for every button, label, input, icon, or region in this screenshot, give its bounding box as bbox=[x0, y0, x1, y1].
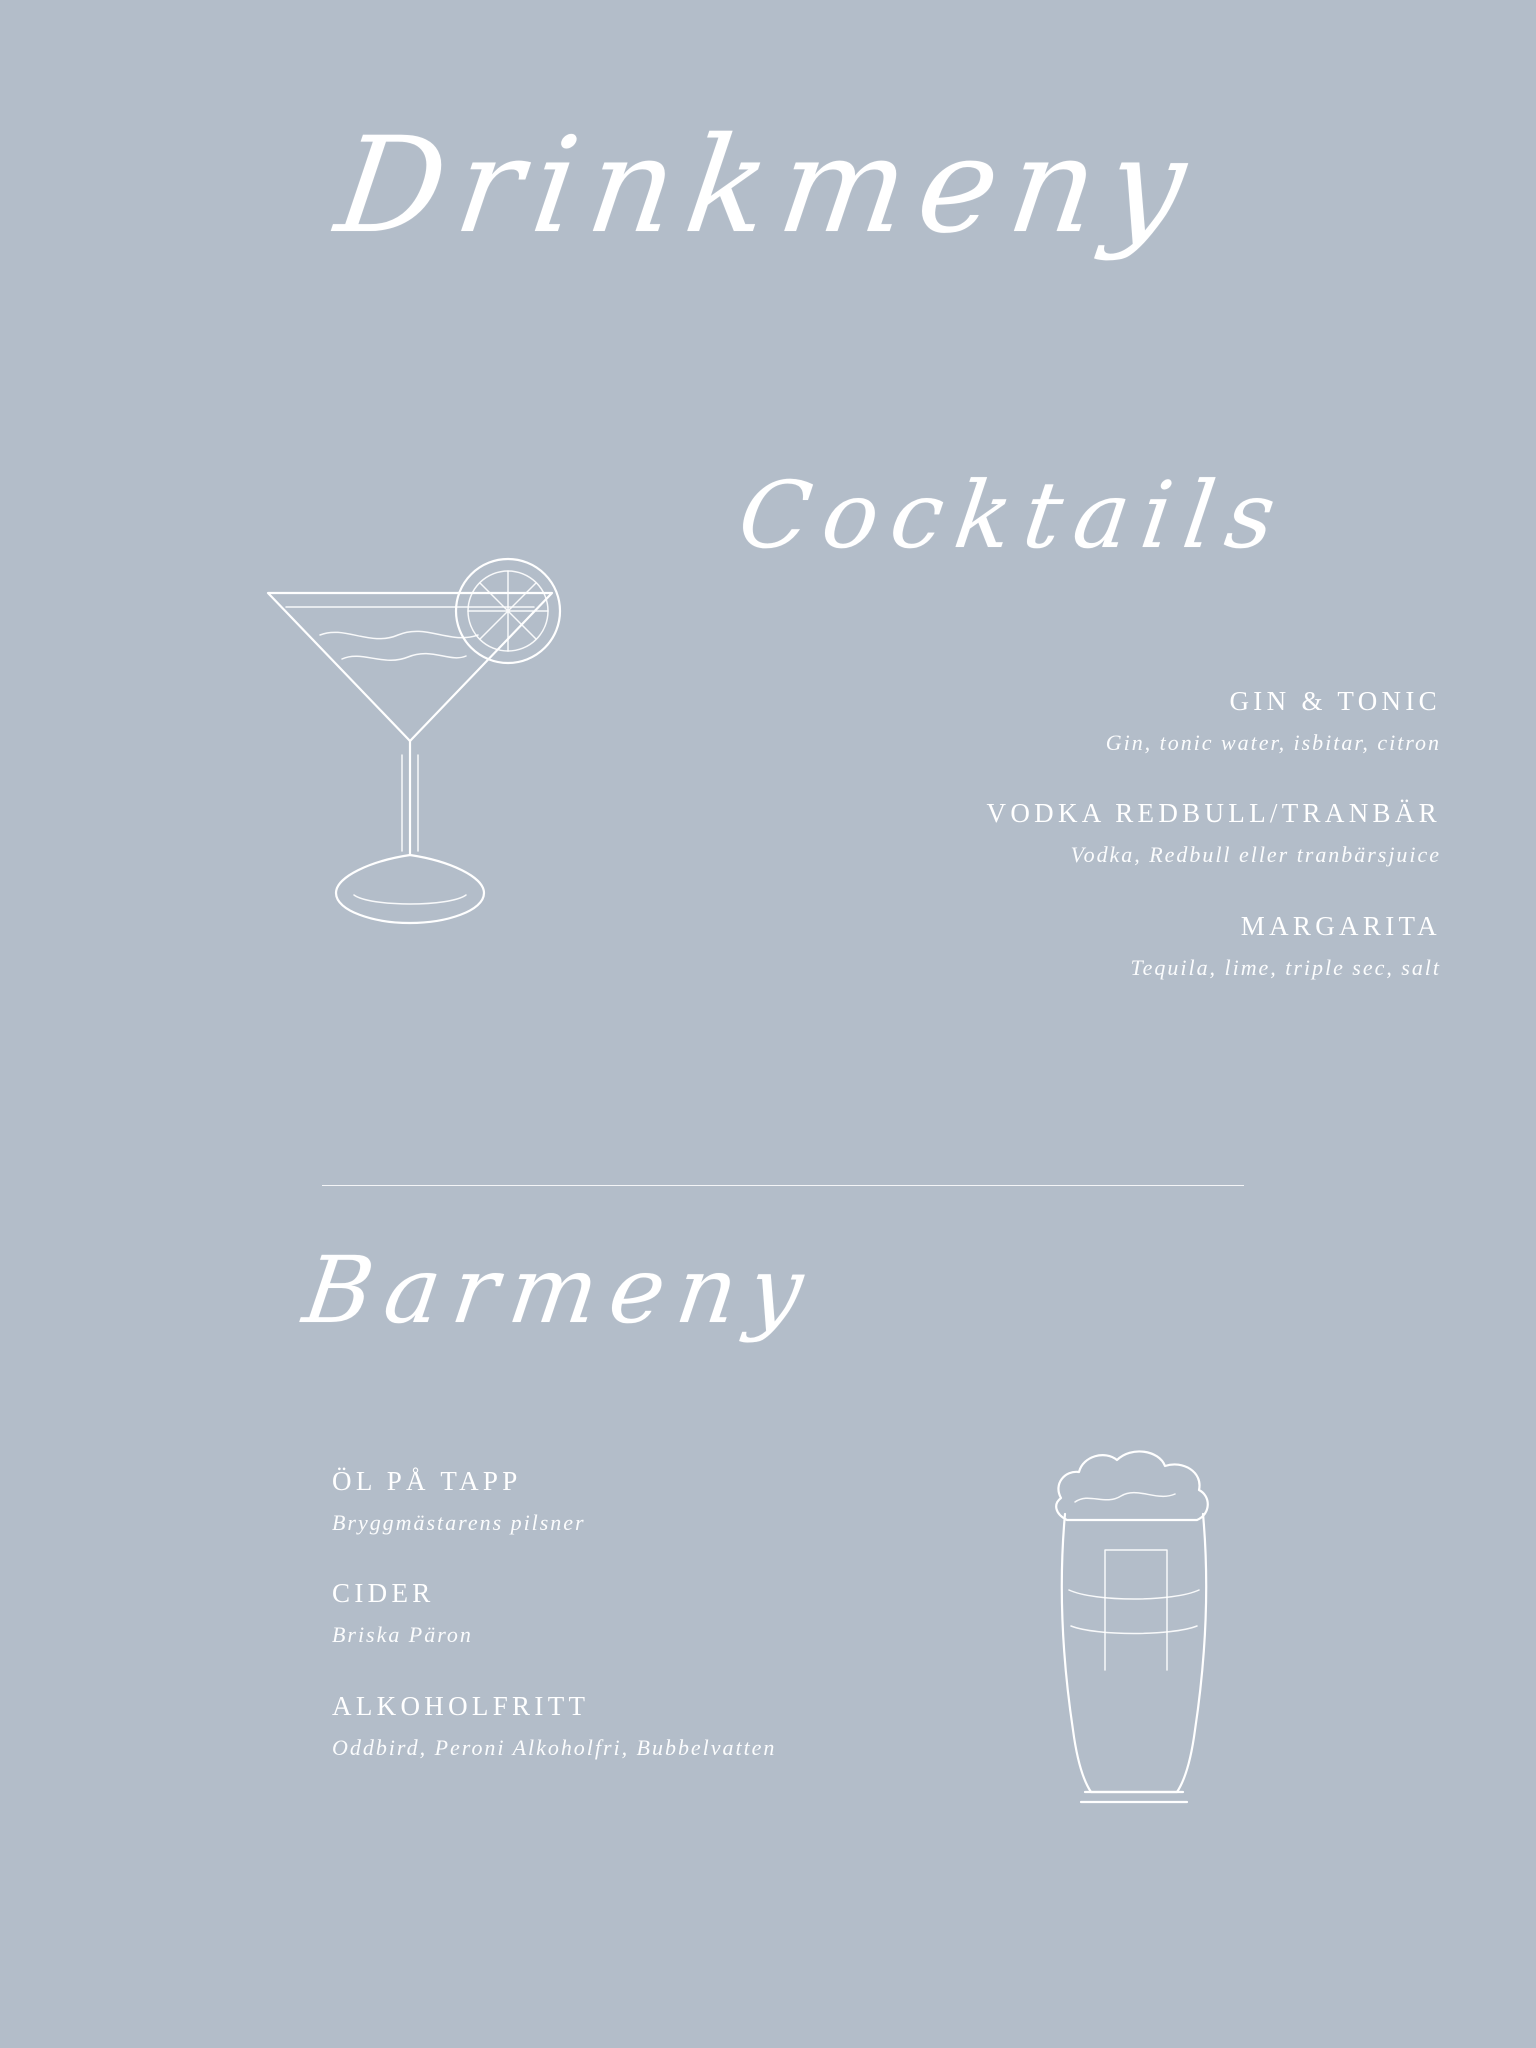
item-description: Oddbird, Peroni Alkoholfri, Bubbelvatten bbox=[332, 1734, 777, 1760]
cocktail-glass-icon bbox=[250, 555, 570, 1015]
list-item bbox=[332, 1577, 972, 1649]
item-name: VODKA REDBULL/TRANBÄR bbox=[986, 798, 1441, 829]
list-item bbox=[821, 797, 1441, 869]
cocktail-item-list bbox=[821, 685, 1441, 982]
section-divider bbox=[322, 1185, 1244, 1186]
list-item bbox=[332, 1690, 972, 1762]
item-description: Tequila, lime, triple sec, salt bbox=[1130, 954, 1441, 980]
item-description: Bryggmästarens pilsner bbox=[332, 1509, 586, 1535]
item-name: CIDER bbox=[332, 1578, 435, 1609]
page-title: Drinkmeny bbox=[328, 109, 1208, 263]
section-heading-cocktails: Cocktails bbox=[732, 462, 1295, 569]
item-name: MARGARITA bbox=[1240, 910, 1441, 941]
item-description: Briska Päron bbox=[332, 1622, 473, 1648]
list-item bbox=[332, 1465, 972, 1537]
item-description: Vodka, Redbull eller tranbärsjuice bbox=[1070, 842, 1441, 868]
list-item bbox=[821, 910, 1441, 982]
section-heading-barmeny: Barmeny bbox=[297, 1237, 823, 1344]
item-name: ÖL PÅ TAPP bbox=[332, 1466, 522, 1496]
beer-glass-icon bbox=[1035, 1440, 1240, 1815]
item-description: Gin, tonic water, isbitar, citron bbox=[1105, 729, 1441, 755]
item-name: GIN & TONIC bbox=[1229, 686, 1441, 716]
bar-item-list bbox=[332, 1465, 972, 1762]
item-name: ALKOHOLFRITT bbox=[332, 1690, 590, 1721]
list-item bbox=[821, 685, 1441, 757]
